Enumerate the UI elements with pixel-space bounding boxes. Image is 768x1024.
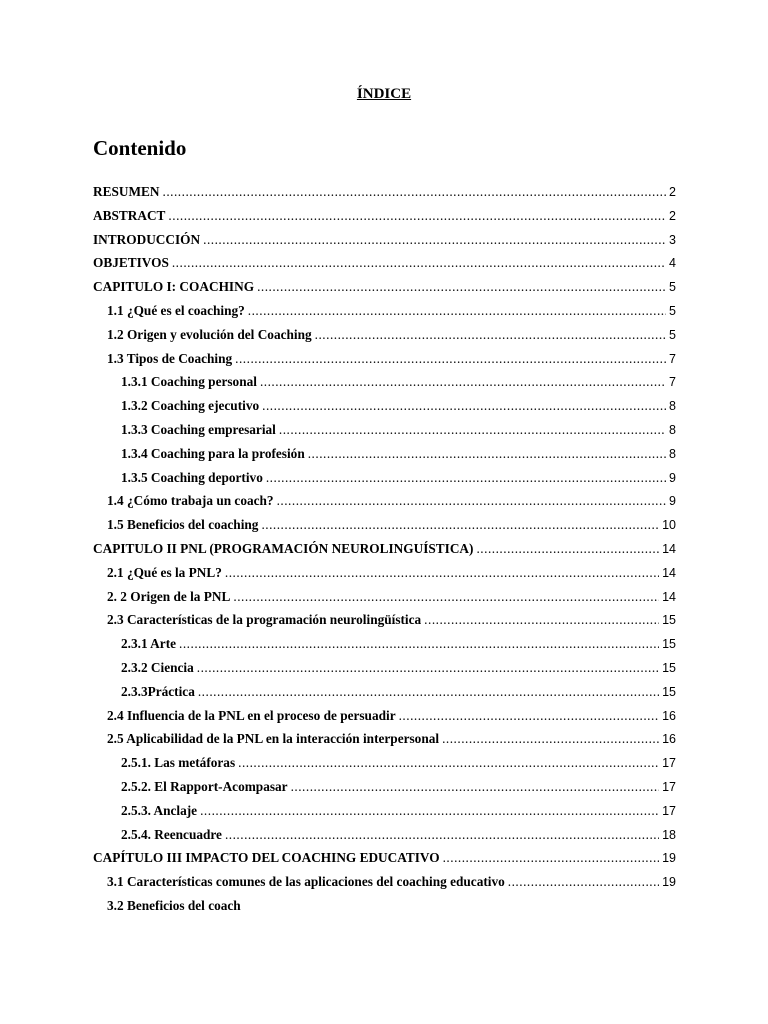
- toc-entry[interactable]: [93, 303, 676, 327]
- toc-dot-leader: [168, 208, 666, 224]
- toc-entry[interactable]: [93, 636, 676, 660]
- table-of-contents: [93, 184, 676, 922]
- toc-dot-leader: [476, 541, 659, 557]
- toc-dot-leader: [508, 874, 659, 890]
- toc-entry[interactable]: [93, 255, 676, 279]
- toc-entry[interactable]: [93, 184, 676, 208]
- toc-dot-leader: [308, 446, 666, 462]
- toc-entry-label: 2.3.2 Ciencia: [121, 659, 194, 675]
- toc-entry-page: 5: [669, 280, 676, 295]
- toc-entry-label: 2.5.1. Las metáforas: [121, 755, 236, 771]
- toc-dot-leader: [179, 636, 659, 652]
- toc-entry[interactable]: [93, 374, 676, 398]
- toc-entry-page: 8: [669, 399, 676, 414]
- toc-entry[interactable]: [93, 279, 676, 303]
- toc-entry-page: 15: [662, 613, 676, 628]
- toc-entry-label: CAPITULO I: COACHING: [93, 279, 255, 295]
- toc-entry-page: 10: [662, 518, 676, 533]
- toc-entry-page: 17: [662, 803, 676, 818]
- toc-dot-leader: [442, 731, 659, 747]
- toc-entry-label: OBJETIVOS: [93, 255, 169, 271]
- toc-dot-leader: [399, 708, 659, 724]
- toc-entry-label: 3.1 Características comunes de las aplicaciones del coaching educativo: [107, 874, 505, 890]
- toc-dot-leader: [260, 374, 666, 390]
- toc-entry-label: 1.3 Tipos de Coaching: [107, 350, 233, 366]
- toc-entry[interactable]: [93, 803, 676, 827]
- toc-entry-page: 7: [669, 351, 676, 366]
- toc-entry[interactable]: [93, 589, 676, 613]
- toc-entry-page: 3: [669, 232, 676, 247]
- toc-entry[interactable]: [93, 779, 676, 803]
- toc-entry-label: 2.5 Aplicabilidad de la PNL en la interacción interpersonal: [107, 731, 440, 747]
- toc-entry-label: ABSTRACT: [93, 207, 166, 223]
- toc-entry-page: 2: [669, 185, 676, 199]
- toc-entry-label: 2.5.3. Anclaje: [121, 802, 198, 818]
- toc-dot-leader: [198, 684, 659, 700]
- toc-dot-leader: [257, 279, 666, 295]
- toc-entry[interactable]: [93, 422, 676, 446]
- toc-entry-page: 19: [662, 875, 676, 890]
- toc-dot-leader: [238, 755, 659, 771]
- toc-entry-page: 15: [662, 660, 676, 675]
- toc-entry-label: 1.3.3 Coaching empresarial: [121, 421, 276, 437]
- toc-entry[interactable]: [93, 446, 676, 470]
- toc-dot-leader: [279, 422, 666, 438]
- toc-entry-label: 1.2 Origen y evolución del Coaching: [107, 326, 312, 342]
- index-title: ÍNDICE: [356, 86, 412, 102]
- toc-dot-leader: [203, 232, 666, 248]
- toc-dot-leader: [277, 493, 666, 509]
- toc-entry-page: 7: [669, 375, 676, 390]
- toc-dot-leader: [266, 470, 666, 486]
- toc-entry-page: 15: [662, 684, 676, 699]
- toc-entry-label: 2.5.2. El Rapport-Acompasar: [121, 778, 288, 794]
- toc-entry-page: 14: [662, 541, 676, 556]
- toc-entry-page: 16: [662, 708, 676, 723]
- toc-dot-leader: [225, 827, 659, 843]
- toc-entry-page: 8: [669, 446, 676, 461]
- toc-dot-leader: [248, 303, 666, 319]
- toc-entry-page: 16: [662, 732, 676, 747]
- toc-dot-leader: [163, 184, 667, 200]
- toc-entry[interactable]: [93, 232, 676, 256]
- toc-entry-page: 4: [669, 256, 676, 271]
- toc-dot-leader: [261, 517, 659, 533]
- toc-entry-label: 1.3.4 Coaching para la profesión: [121, 445, 305, 461]
- toc-entry[interactable]: [93, 208, 676, 232]
- toc-dot-leader: [443, 850, 659, 866]
- toc-entry-label: 1.1 ¿Qué es el coaching?: [107, 302, 245, 318]
- toc-entry[interactable]: [93, 684, 676, 708]
- toc-entry[interactable]: [93, 612, 676, 636]
- toc-entry-label: 1.4 ¿Cómo trabaja un coach?: [107, 493, 274, 509]
- toc-entry[interactable]: [93, 398, 676, 422]
- toc-entry-page: 9: [669, 494, 676, 509]
- toc-entry-label: 2.3 Características de la programación neurolingüística: [107, 612, 422, 628]
- toc-entry[interactable]: [93, 731, 676, 755]
- toc-dot-leader: [262, 398, 666, 414]
- toc-entry-label: INTRODUCCIÓN: [93, 231, 201, 247]
- toc-entry-page: 2: [669, 208, 676, 223]
- toc-entry[interactable]: [93, 493, 676, 517]
- toc-entry-label: 2.4 Influencia de la PNL en el proceso de persuadir: [107, 707, 396, 723]
- toc-entry-page: 17: [662, 779, 676, 794]
- toc-entry[interactable]: [93, 470, 676, 494]
- toc-entry-label: 3.2 Beneficios del coach: [107, 897, 241, 913]
- toc-dot-leader: [200, 803, 659, 819]
- toc-entry[interactable]: [93, 541, 676, 565]
- toc-dot-leader: [235, 351, 666, 367]
- toc-dot-leader: [197, 660, 659, 676]
- toc-entry[interactable]: [93, 708, 676, 732]
- toc-entry-label: 2.3.1 Arte: [121, 636, 177, 652]
- toc-entry-page: 9: [669, 470, 676, 485]
- toc-entry-label: 1.5 Beneficios del coaching: [107, 517, 259, 533]
- toc-entry-label: 1.3.2 Coaching ejecutivo: [121, 398, 260, 414]
- toc-entry-label: CAPITULO II PNL (PROGRAMACIÓN NEUROLINGUÍSTICA): [93, 540, 474, 556]
- toc-entry-label: 1.3.5 Coaching deportivo: [121, 469, 263, 485]
- toc-entry-label: 2.5.4. Reencuadre: [121, 826, 222, 842]
- toc-entry[interactable]: [93, 351, 676, 375]
- toc-dot-leader: [424, 612, 659, 628]
- toc-entry[interactable]: [93, 874, 676, 898]
- toc-entry-label: 1.3.1 Coaching personal: [121, 374, 257, 390]
- toc-entry-page: 18: [662, 827, 676, 842]
- toc-entry-label: 2.3.3Práctica: [121, 683, 195, 699]
- toc-dot-leader: [225, 565, 659, 581]
- toc-dot-leader: [315, 327, 666, 343]
- toc-entry[interactable]: [93, 850, 676, 874]
- toc-entry[interactable]: [93, 898, 676, 922]
- toc-entry-label: CAPÍTULO III IMPACTO DEL COACHING EDUCATIVO: [93, 850, 440, 866]
- toc-entry-page: 5: [669, 327, 676, 342]
- toc-entry-page: 5: [669, 303, 676, 318]
- toc-entry-page: 17: [662, 756, 676, 771]
- toc-entry-page: 14: [662, 589, 676, 604]
- toc-entry[interactable]: [93, 755, 676, 779]
- toc-entry-page: 19: [662, 851, 676, 866]
- toc-dot-leader: [291, 779, 660, 795]
- toc-entry-label: RESUMEN: [93, 184, 160, 199]
- toc-entry[interactable]: [93, 660, 676, 684]
- toc-entry-page: 15: [662, 637, 676, 652]
- toc-entry-page: 14: [662, 565, 676, 580]
- toc-dot-leader: [233, 589, 659, 605]
- toc-entry[interactable]: [93, 827, 676, 851]
- toc-entry-page: 8: [669, 422, 676, 437]
- toc-entry-label: 2. 2 Origen de la PNL: [107, 588, 231, 604]
- toc-entry[interactable]: [93, 517, 676, 541]
- toc-entry[interactable]: [93, 327, 676, 351]
- toc-entry[interactable]: [93, 565, 676, 589]
- toc-dot-leader: [172, 255, 666, 271]
- contents-heading: Contenido: [93, 136, 187, 160]
- toc-entry-label: 2.1 ¿Qué es la PNL?: [107, 564, 222, 580]
